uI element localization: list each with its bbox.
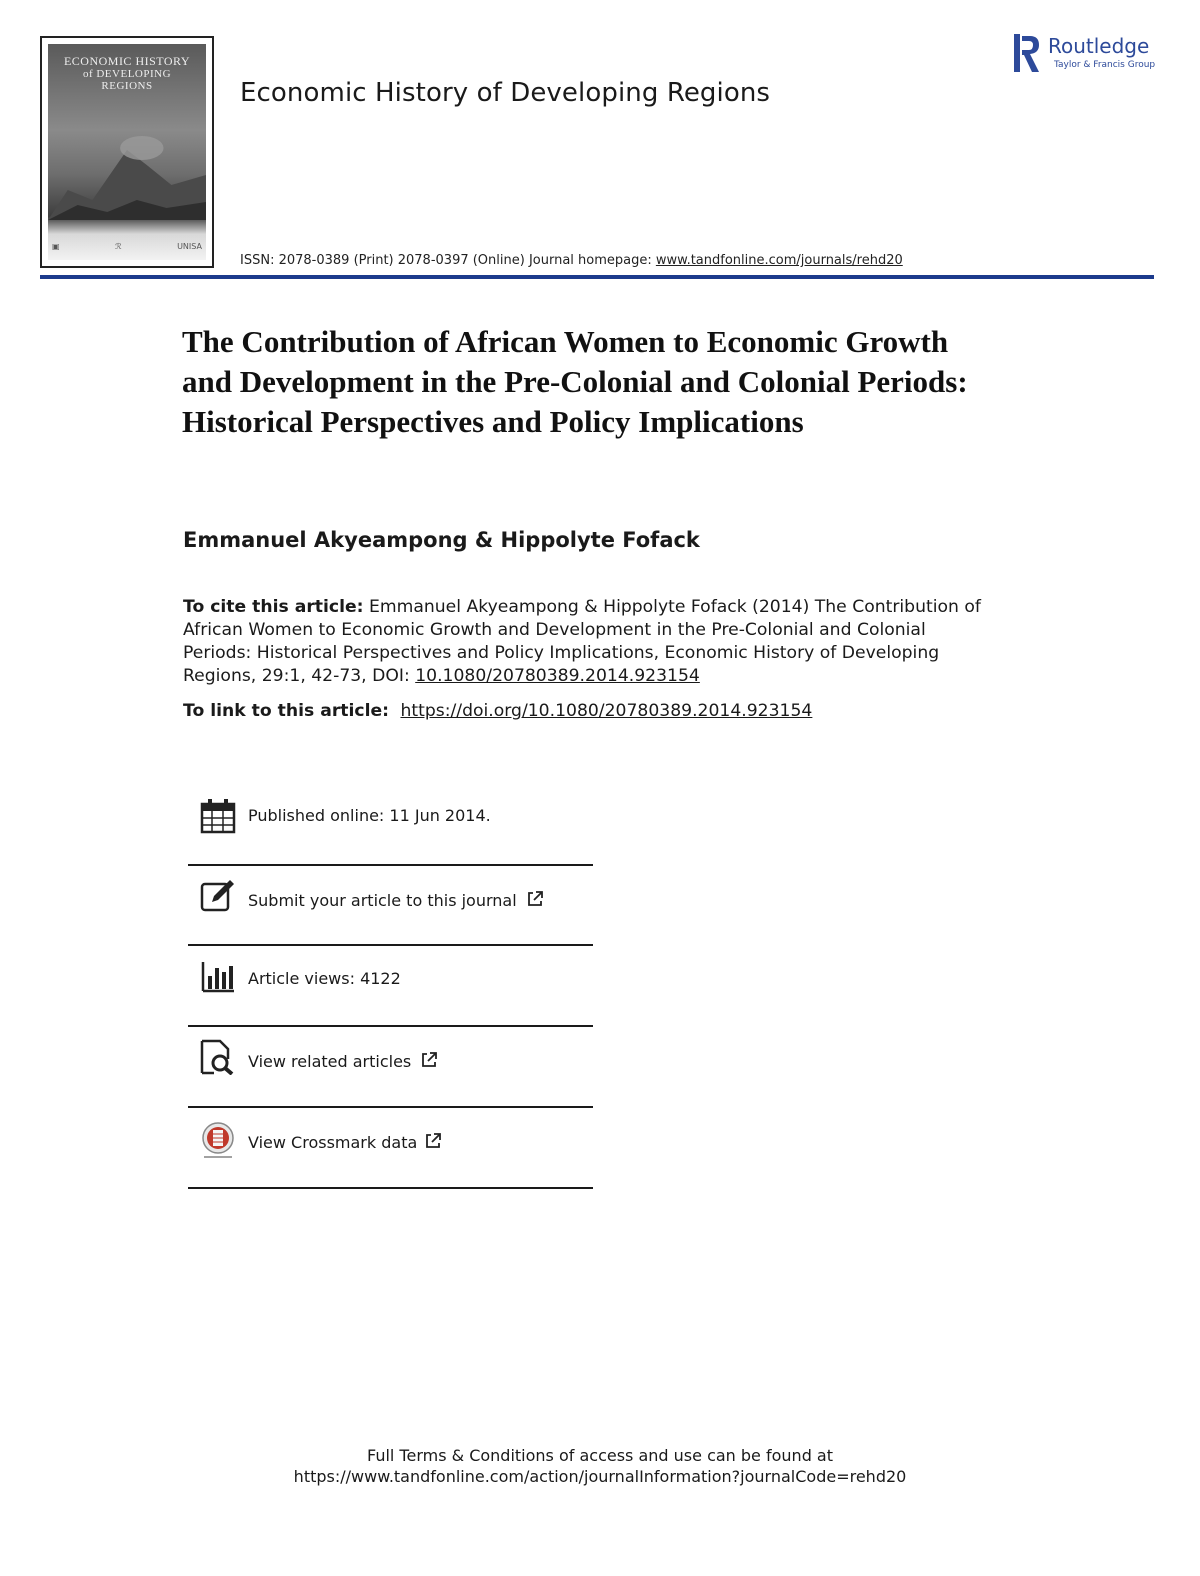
external-link-icon: [526, 890, 544, 908]
issn-text: ISSN: 2078-0389 (Print) 2078-0397 (Online) Journal homepage:: [240, 253, 656, 268]
external-link-icon: [420, 1051, 438, 1069]
cover-title-line2: of DEVELOPING REGIONS: [82, 68, 172, 92]
published-online-label: Published online: 11 Jun 2014.: [248, 806, 491, 825]
cover-mountain-illustration: [48, 130, 206, 220]
publisher-name: Routledge: [1048, 34, 1150, 58]
calendar-icon: [200, 798, 236, 834]
issn-line: [240, 253, 903, 268]
routledge-logo: [1012, 32, 1162, 76]
article-doi-link[interactable]: https://doi.org/10.1080/20780389.2014.923154: [400, 701, 813, 721]
cover-logo-unisa: UNISA: [177, 241, 202, 251]
bar-chart-icon: [200, 958, 236, 994]
submit-article-label: Submit your article to this journal: [248, 891, 517, 910]
divider: [188, 1106, 593, 1108]
footer-line1: Full Terms & Conditions of access and use can be found at: [366, 1446, 834, 1465]
document-search-icon: [200, 1039, 236, 1075]
article-title: The Contribution of African Women to Economic Growth and Development in the Pre-Colonial and Colonial Periods: Historical Perspectives and Policy Implications: [182, 324, 968, 439]
external-link-icon: [424, 1132, 442, 1150]
article-authors: Emmanuel Akyeampong & Hippolyte Fofack: [183, 528, 700, 552]
cite-text: Emmanuel Akyeampong & Hippolyte Fofack (2014) The Contribution of African Women to Economic Growth and Development in the Pre-Colonial and Colonial Periods: Historical Perspectives and Policy Implications, Economic History of Developing Regions, 29:1, 42-73, DOI:: [183, 597, 981, 686]
cite-label: To cite this article:: [183, 597, 364, 617]
crossmark-link[interactable]: [248, 1132, 442, 1152]
cover-logos: [52, 238, 202, 254]
routledge-r-icon: [1012, 32, 1042, 74]
published-online-row: [188, 790, 593, 870]
journal-cover-image: [40, 36, 214, 268]
publisher-tagline: Taylor & Francis Group: [1054, 60, 1156, 70]
citation-block: [183, 596, 983, 688]
footer-terms: [0, 1445, 1200, 1487]
journal-title: Economic History of Developing Regions: [240, 78, 771, 108]
article-views-row: [188, 952, 593, 1032]
cover-logo-emblem-icon: ▣: [52, 241, 60, 251]
divider: [188, 944, 593, 946]
divider: [188, 864, 593, 866]
link-label: To link to this article:: [183, 701, 396, 721]
submit-article-link[interactable]: [248, 890, 544, 910]
edit-icon: [200, 878, 236, 914]
header-rule: [40, 275, 1154, 279]
related-articles-label: View related articles: [248, 1052, 412, 1071]
divider: [188, 1187, 593, 1189]
crossmark-icon: [200, 1122, 236, 1158]
journal-homepage-link[interactable]: www.tandfonline.com/journals/rehd20: [655, 253, 903, 268]
cover-title-line1: ECONOMIC HISTORY: [63, 54, 191, 68]
article-link-line: [183, 701, 812, 721]
submit-article-row[interactable]: [188, 872, 593, 952]
crossmark-row[interactable]: [188, 1114, 593, 1194]
footer-terms-link[interactable]: https://www.tandfonline.com/action/journalInformation?journalCode=rehd20: [293, 1467, 907, 1486]
cover-logo-routledge-icon: ℛ: [115, 241, 122, 251]
related-articles-link[interactable]: [248, 1051, 438, 1071]
article-views-label: Article views: 4122: [248, 969, 401, 988]
cite-doi-link[interactable]: 10.1080/20780389.2014.923154: [415, 666, 700, 686]
divider: [188, 1025, 593, 1027]
crossmark-label: View Crossmark data: [248, 1133, 418, 1152]
related-articles-row[interactable]: [188, 1033, 593, 1113]
